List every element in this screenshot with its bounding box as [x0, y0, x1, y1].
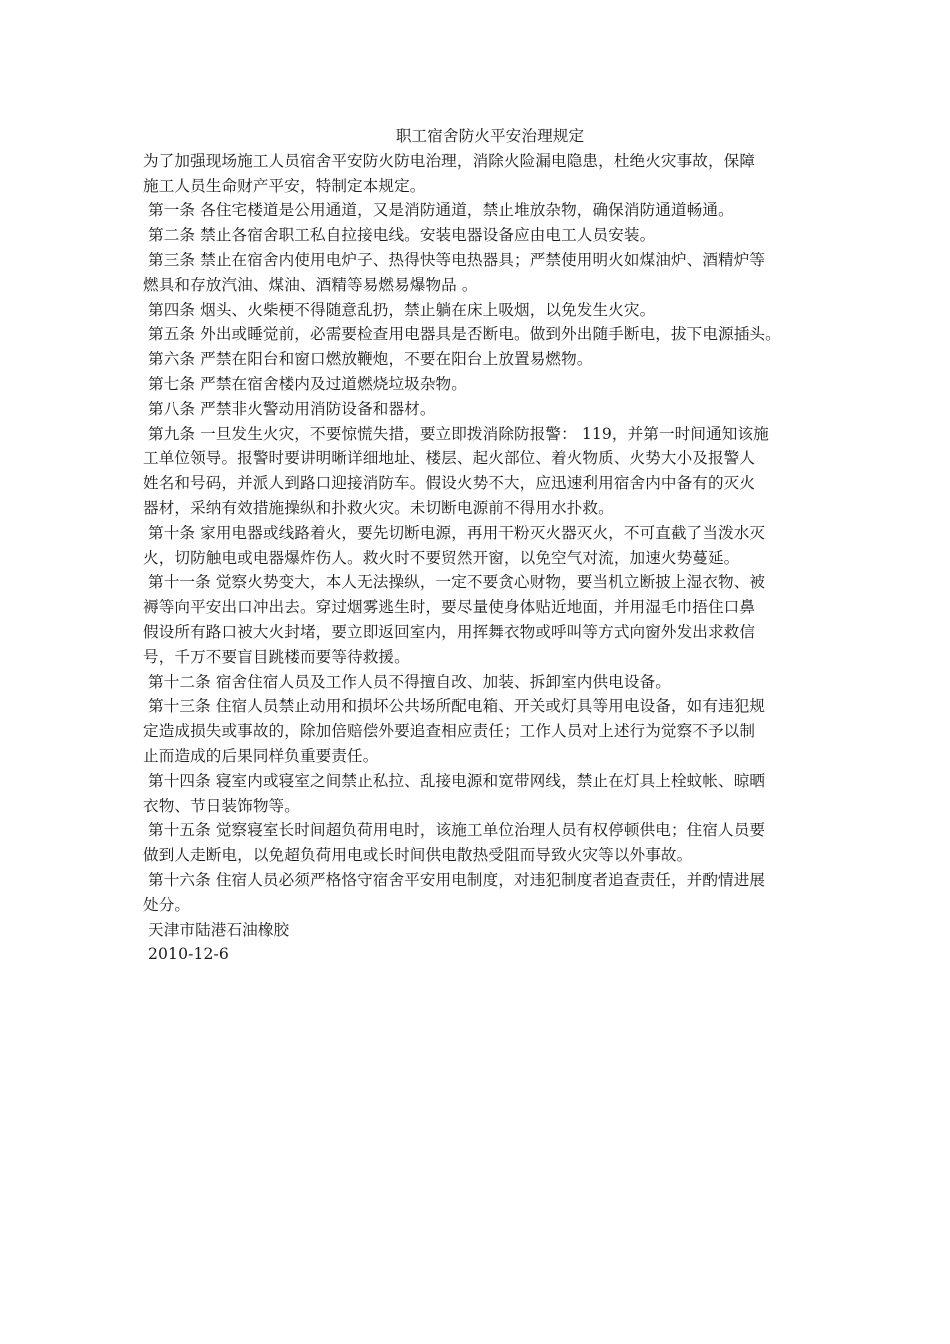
article-line: 做到人走断电，以免超负荷用电或长时间供电散热受阻而导致火灾等以外事故。: [143, 846, 693, 865]
article-paragraph: [143, 347, 823, 372]
article-line: 假设所有路口被大火封堵，要立即返回室内，用挥舞衣物或呼叫等方式向窗外发出求救信: [143, 622, 756, 641]
article-paragraph: [143, 248, 823, 298]
article-paragraph: [143, 769, 823, 819]
article-line: 第二条 禁止各宿舍职工私自拉接电线。安装电器设备应由电工人员安装。: [148, 226, 656, 245]
intro-line: 为了加强现场施工人员宿舍平安防火防电治理，消除火险漏电隐患，杜绝火灾事故，保障: [143, 151, 756, 170]
article-paragraph: [143, 818, 823, 868]
article-paragraph: [143, 521, 823, 571]
document-body: [143, 124, 823, 967]
article-line: 第十六条 住宿人员必须严格恪守宿舍平安用电制度，对违犯制度者追查责任，并酌情进展: [148, 870, 766, 889]
article-line: 止而造成的后果同样负重要责任。: [143, 746, 379, 765]
article-paragraph: [143, 298, 823, 323]
article-line: 第十五条 觉察寝室长时间超负荷用电时，该施工单位治理人员有权停顿供电；住宿人员要: [148, 821, 766, 840]
article-paragraph: [143, 570, 823, 669]
article-line: 衣物、节日装饰物等。: [143, 796, 300, 815]
article-line: 第十二条 宿舍住宿人员及工作人员不得擅自改、加装、拆卸室内供电设备。: [148, 672, 671, 691]
intro-paragraph: [143, 149, 823, 199]
article-line: 第十一条 觉察火势变大，本人无法操纵，一定不要贪心财物，要当机立断披上湿衣物、被: [148, 573, 766, 592]
article-line: 第七条 严禁在宿舍楼内及过道燃烧垃圾杂物。: [148, 374, 467, 393]
article-line: 第六条 严禁在阳台和窗口燃放鞭炮，不要在阳台上放置易燃物。: [148, 350, 593, 369]
article-line: 第九条 一旦发生火灾，不要惊慌失措，要立即拨消除防报警： 119，并第一时间通知该施: [148, 424, 769, 443]
intro-line: 施工人员生命财产平安，特制定本规定。: [143, 176, 426, 195]
article-line: 器材，采纳有效措施操纵和扑救火灾。未切断电源前不得用水扑救。: [143, 498, 614, 517]
article-paragraph: [143, 372, 823, 397]
article-line: 第十条 家用电器或线路着火，要先切断电源，再用干粉灭火器灭火，不可直截了当泼水灭: [148, 523, 766, 542]
article-line: 姓名和号码，并派人到路口迎接消防车。假设火势不大，应迅速利用宿舍内中备有的灭火: [143, 474, 756, 493]
article-paragraph: [143, 422, 823, 521]
article-line: 号，千万不要盲目跳楼而要等待救援。: [143, 647, 410, 666]
article-line: 第五条 外出或睡觉前，必需要检查用电器具是否断电。做到外出随手断电，拔下电源插头。: [148, 325, 781, 344]
article-line: 火，切防触电或电器爆炸伤人。救火时不要贸然开窗，以免空气对流，加速火势蔓延。: [143, 548, 740, 567]
article-line: 燃具和存放汽油、煤油、酒精等易燃易爆物品 。: [143, 275, 478, 294]
article-paragraph: [143, 198, 823, 223]
signature-organization: 天津市陆港石油橡胶: [148, 920, 290, 939]
article-line: 第十四条 寝室内或寝室之间禁止私拉、乱接电源和宽带网线，禁止在灯具上栓蚊帐、晾晒: [148, 771, 766, 790]
article-line: 第四条 烟头、火柴梗不得随意乱扔，禁止躺在床上吸烟，以免发生火灾。: [148, 300, 656, 319]
article-line: 褥等向平安出口冲出去。穿过烟雾逃生时，要尽量使身体贴近地面，并用湿毛巾捂住口鼻: [143, 598, 756, 617]
article-line: 第一条 各住宅楼道是公用通道，又是消防通道，禁止堆放杂物，确保消防通道畅通。: [148, 201, 734, 220]
article-paragraph: [143, 322, 823, 347]
article-line: 工单位领导。报警时要讲明晰详细地址、楼层、起火部位、着火物质、火势大小及报警人: [143, 449, 756, 468]
article-paragraph: [143, 223, 823, 248]
document-title: 职工宿舍防火平安治理规定: [395, 127, 585, 145]
article-paragraph: [143, 868, 823, 918]
article-paragraph: [143, 397, 823, 422]
article-line: 第十三条 住宿人员禁止动用和损坏公共场所配电箱、开关或灯具等用电设备，如有违犯规: [148, 697, 766, 716]
article-line: 定造成损失或事故的，除加倍赔偿外要追查相应责任；工作人员对上述行为觉察不予以制: [143, 722, 756, 741]
article-paragraph: [143, 694, 823, 768]
article-line: 第八条 严禁非火警动用消防设备和器材。: [148, 399, 436, 418]
signature-date: 2010-12-6: [148, 945, 229, 964]
article-paragraph: [143, 670, 823, 695]
article-line: 处分。: [143, 895, 191, 914]
article-line: 第三条 禁止在宿舍内使用电炉子、热得快等电热器具；严禁使用明火如煤油炉、酒精炉等: [148, 250, 766, 269]
articles-list: [143, 198, 823, 917]
